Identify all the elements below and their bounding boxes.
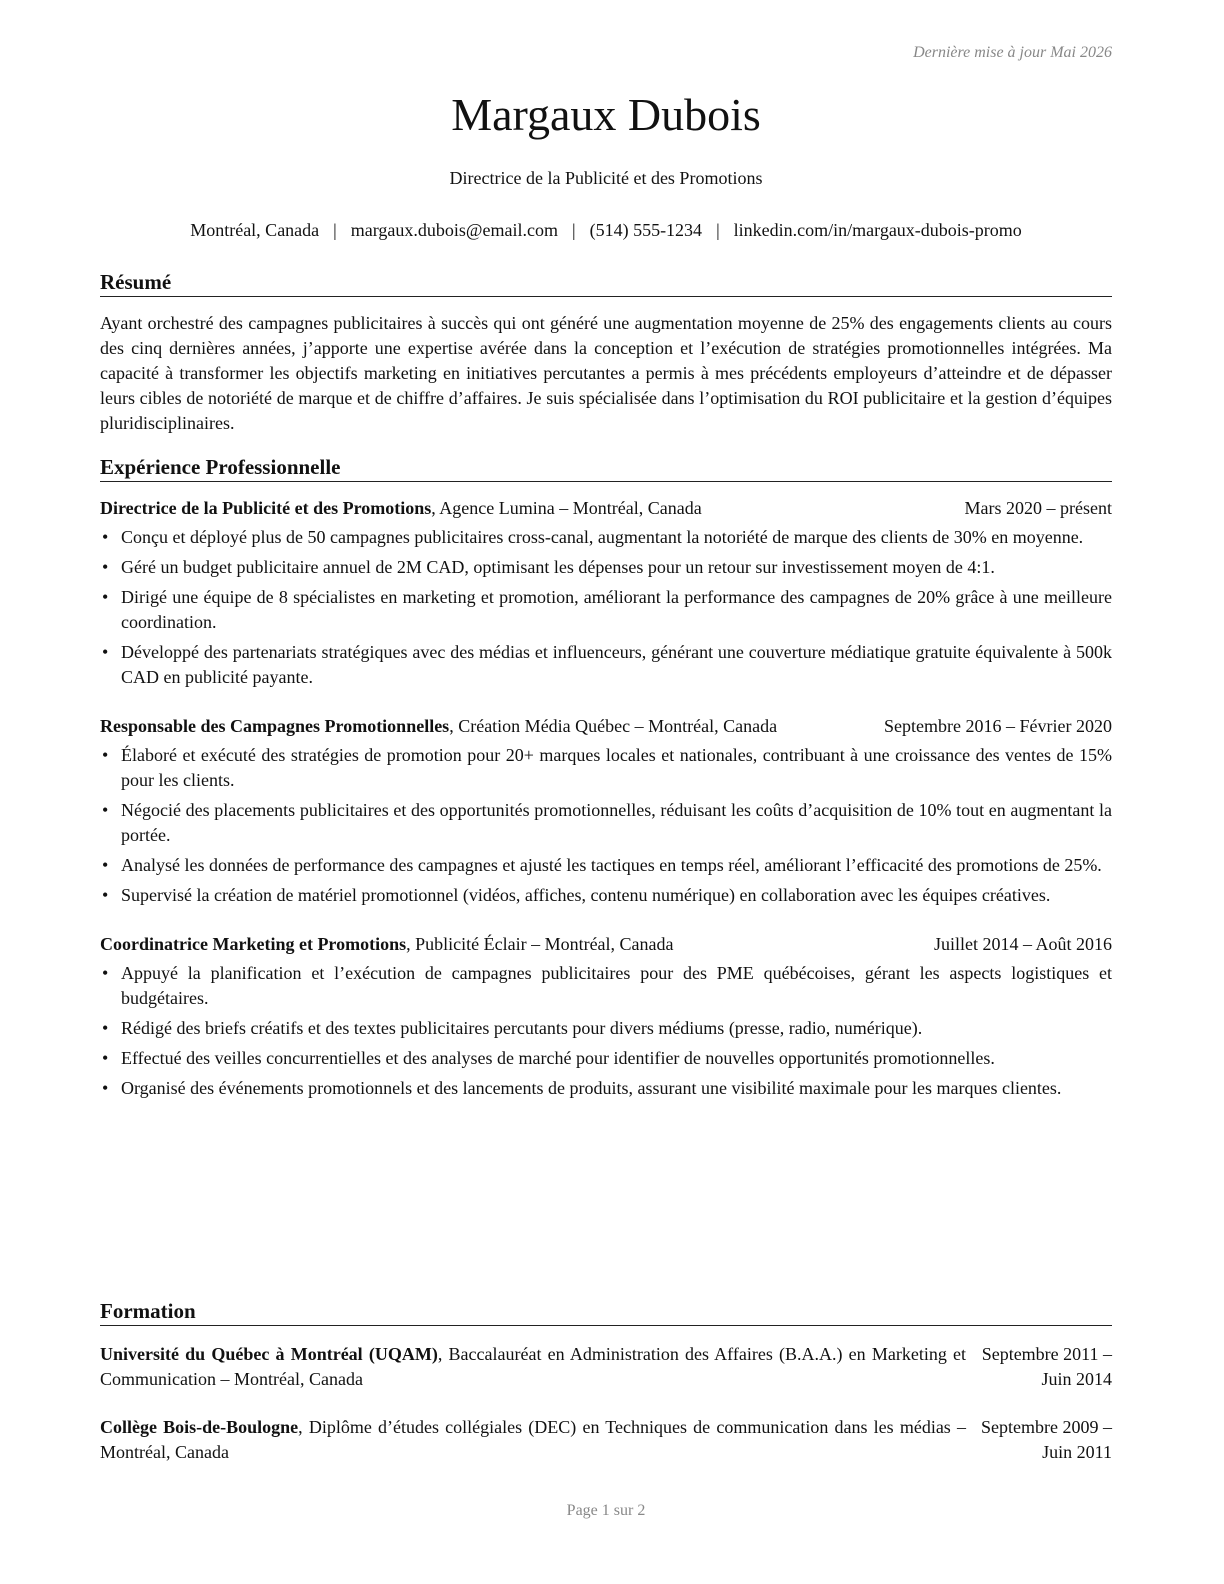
list-item: • Dirigé une équipe de 8 spécialistes en marketing et promotion, améliorant la performance des campagnes de 20% grâce à une meilleure coordination. <box>100 585 1112 635</box>
list-item: • Organisé des événements promotionnels et des lancements de produits, assurant une visibilité maximale pour les marques clientes. <box>100 1076 1112 1101</box>
degree-detail: , Baccalauréat en Administration des Affaires (B.A.A.) en Marketing et Communication – Montréal, Canada <box>100 1344 966 1389</box>
page-number: Page 1 sur 2 <box>566 1502 646 1519</box>
job-dates: Juillet 2014 – Août 2016 <box>933 934 1112 954</box>
job-org: , Publicité Éclair – Montréal, Canada <box>406 934 674 954</box>
contact-phone[interactable]: (514) 555-1234 <box>589 220 703 240</box>
contact-separator: | <box>333 220 337 240</box>
list-item: • Supervisé la création de matériel promotionnel (vidéos, affiches, contenu numérique) en collaboration avec les équipes créatives. <box>100 883 1112 908</box>
job-dates: Mars 2020 – présent <box>964 498 1112 518</box>
job-entry <box>100 932 1112 1101</box>
list-item: • Appuyé la planification et l’exécution de campagnes publicitaires pour des PME québécoises, gérant les aspects logistiques et budgétaires. <box>100 961 1112 1011</box>
list-item: • Effectué des veilles concurrentielles et des analyses de marché pour identifier de nouvelles opportunités promotionnelles. <box>100 1046 1112 1071</box>
job-role: Coordinatrice Marketing et Promotions <box>100 934 407 954</box>
contact-email[interactable]: margaux.dubois@email.com <box>350 220 558 240</box>
job-org: , Création Média Québec – Montréal, Canada <box>449 716 778 736</box>
education-dates: Septembre 2011 – Juin 2014 <box>981 1344 1112 1389</box>
job-role: Responsable des Campagnes Promotionnelles <box>100 716 450 736</box>
experience-heading: Expérience Professionnelle <box>100 455 1112 482</box>
experience-section <box>100 455 1112 1106</box>
job-dates: Septembre 2016 – Février 2020 <box>884 716 1112 736</box>
list-item: • Négocié des placements publicitaires et des opportunités promotionnelles, réduisant les coûts d’acquisition de 10% tout en augmentant la portée. <box>100 798 1112 848</box>
summary-text: Ayant orchestré des campagnes publicitaires à succès qui ont généré une augmentation moyenne de 25% des engagements clients au cours des cinq dernières années, j’apporte une expertise avérée dans la conception et l’exécution de stratégies promotionnelles intégrées. Ma capacité à transformer les objectifs marketing en initiatives percutantes a permis à mes précédents employeurs d’atteindre et de dépasser leurs cibles de notoriété de marque et de chiffre d’affaires. Je suis spécialisée dans l’optimisation du ROI publicitaire et la gestion d’équipes pluridisciplinaires. <box>100 313 1112 433</box>
job-org: , Agence Lumina – Montréal, Canada <box>431 498 702 518</box>
school-name: Université du Québec à Montréal (UQAM) <box>100 1344 438 1364</box>
list-item: • Analysé les données de performance des campagnes et ajusté les tactiques en temps réel, améliorant l’efficacité des promotions de 25%. <box>100 853 1112 878</box>
list-item: • Développé des partenariats stratégiques avec des médias et influenceurs, générant une couverture médiatique gratuite équivalente à 500k CAD en publicité payante. <box>100 640 1112 690</box>
summary-section <box>100 270 1112 436</box>
candidate-name: Margaux Dubois <box>451 89 761 140</box>
summary-heading: Résumé <box>100 270 1112 297</box>
contact-separator: | <box>571 220 576 240</box>
contact-line <box>100 220 1112 241</box>
school-name: Collège Bois-de-Boulogne <box>100 1417 299 1437</box>
education-entry <box>100 1415 1112 1465</box>
education-heading: Formation <box>100 1299 1112 1326</box>
contact-linkedin[interactable]: linkedin.com/in/margaux-dubois-promo <box>733 220 1022 240</box>
candidate-title: Directrice de la Publicité et des Promotions <box>449 168 763 188</box>
list-item: • Rédigé des briefs créatifs et des textes publicitaires percutants pour divers médiums (presse, radio, numérique). <box>100 1016 1112 1041</box>
list-item: • Conçu et déployé plus de 50 campagnes publicitaires cross-canal, augmentant la notoriété de marque des clients de 30% en moyenne. <box>100 525 1112 550</box>
job-header <box>100 932 1112 957</box>
education-section <box>100 1299 1112 1465</box>
education-dates: Septembre 2009 – Juin 2011 <box>981 1417 1112 1462</box>
last-updated: Dernière mise à jour Mai 2026 <box>913 44 1112 61</box>
education-entry <box>100 1342 1112 1392</box>
job-entry <box>100 496 1112 690</box>
job-bullets <box>100 961 1112 1101</box>
contact-separator: | <box>716 220 720 240</box>
job-header <box>100 714 1112 739</box>
job-bullets <box>100 743 1112 908</box>
job-header <box>100 496 1112 521</box>
job-bullets <box>100 525 1112 690</box>
job-entry <box>100 714 1112 908</box>
degree-detail: , Diplôme d’études collégiales (DEC) en Techniques de communication dans les médias – Montréal, Canada <box>100 1417 966 1462</box>
list-item: • Élaboré et exécuté des stratégies de promotion pour 20+ marques locales et nationales, contribuant à une croissance des ventes de 15% pour les clients. <box>100 743 1112 793</box>
contact-location: Montréal, Canada <box>190 220 320 240</box>
list-item: • Géré un budget publicitaire annuel de 2M CAD, optimisant les dépenses pour un retour sur investissement moyen de 4:1. <box>100 555 1112 580</box>
job-role: Directrice de la Publicité et des Promotions <box>100 498 432 518</box>
